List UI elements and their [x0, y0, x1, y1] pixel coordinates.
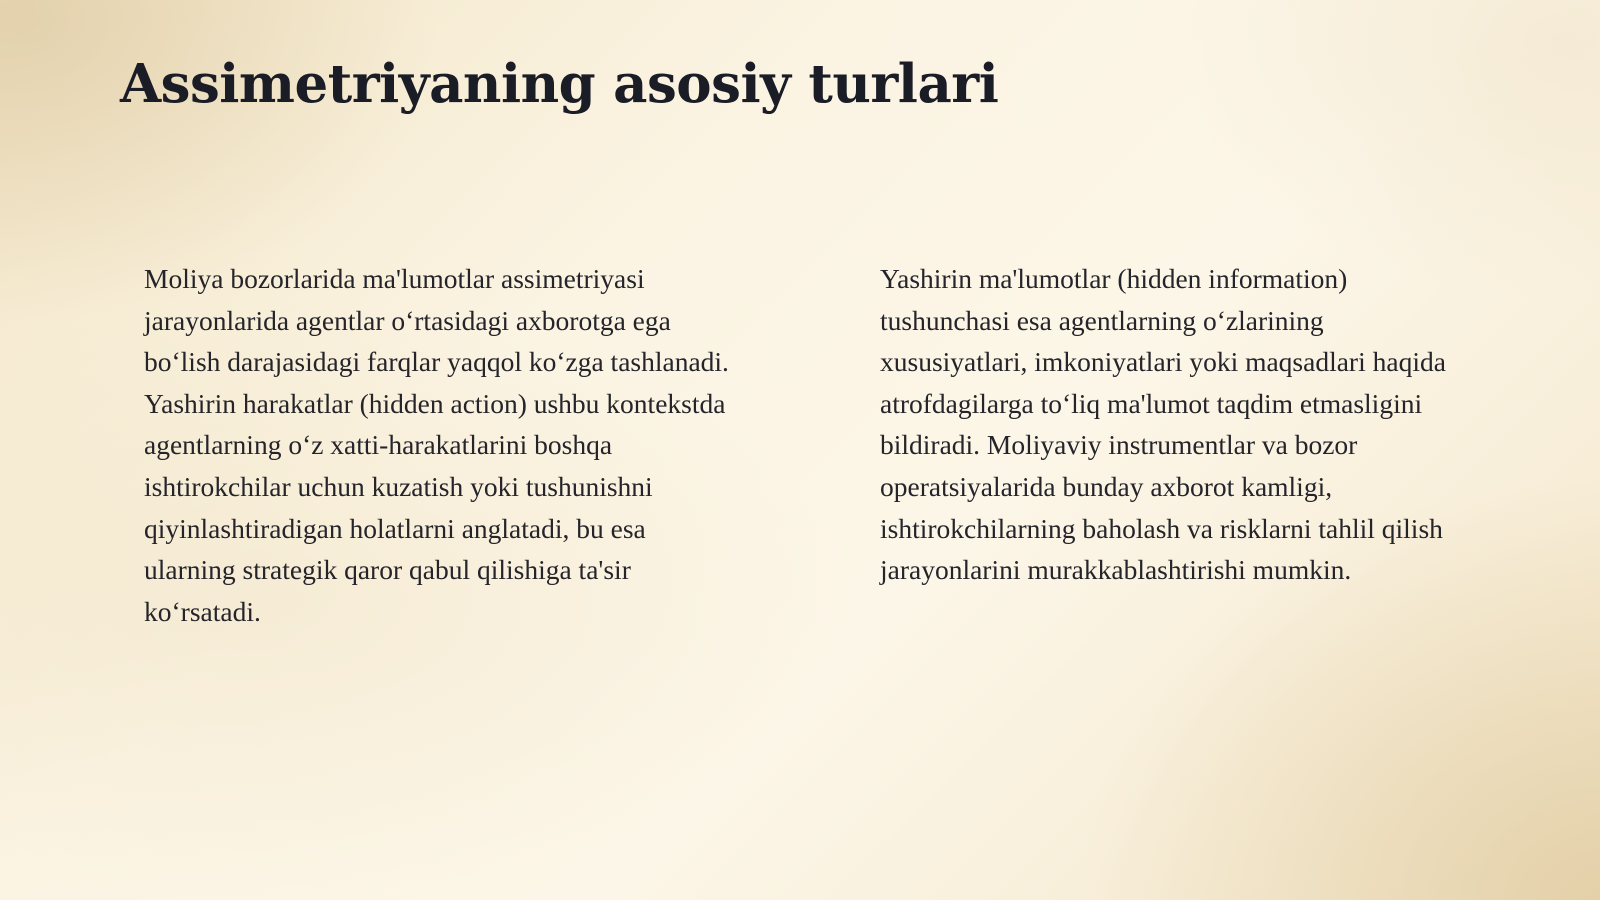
left-paragraph: Moliya bozorlarida ma'lumotlar assimetriyasi jarayonlarida agentlar o‘rtasidagi axborotga ega bo‘lish darajasidagi farqlar yaqqol ko‘zga tashlanadi. Yashirin harakatlar (hidden action) ushbu kontekstda agentlarning o‘z xatti-harakatlarini boshqa ishtirokchilar uchun kuzatish yoki tushunishni qiyinlashtiradigan holatlarni anglatadi, bu esa ularning strategik qaror qabul qilishiga ta'sir ko‘rsatadi. [144, 263, 729, 627]
right-paragraph: Yashirin ma'lumotlar (hidden information) tushunchasi esa agentlarning o‘zlarining xususiyatlari, imkoniyatlari yoki maqsadlari haqida atrofdagilarga to‘liq ma'lumot taqdim etmasligini bildiradi. Moliyaviy instrumentlar va bozor operatsiyalarida bunday axborot kamligi, ishtirokchilarning baholash va risklarni tahlil qilish jarayonlarini murakkablashtirishi mumkin. [880, 263, 1446, 586]
slide-title: Assimetriyaning asosiy turlari [120, 53, 999, 115]
